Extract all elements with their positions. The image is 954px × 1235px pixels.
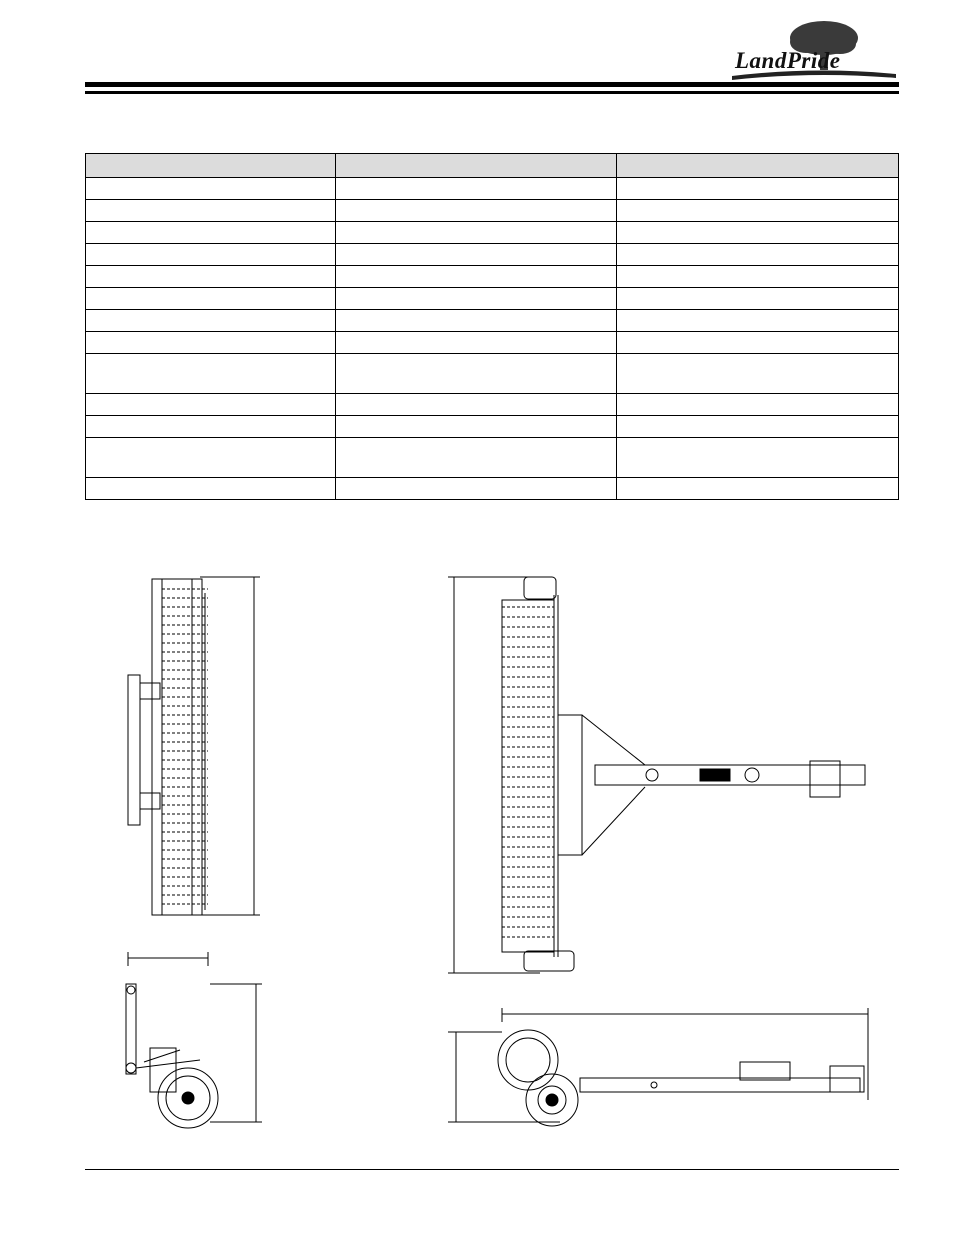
spec-table-cell [617, 416, 899, 438]
spec-table-cell [335, 354, 617, 394]
spec-table-cell [335, 310, 617, 332]
spec-table-cell [335, 266, 617, 288]
spec-table-cell [617, 200, 899, 222]
spec-header-cell [86, 154, 336, 178]
drawing-top-view-folded [110, 565, 280, 925]
spec-table-cell [335, 200, 617, 222]
spec-table-cell [335, 178, 617, 200]
spec-table-cell [335, 288, 617, 310]
spec-table-cell [335, 222, 617, 244]
spec-table-body [86, 178, 899, 500]
header-rule-thin [85, 91, 899, 94]
spec-table-row [86, 394, 899, 416]
spec-table-cell [617, 266, 899, 288]
spec-table-cell [617, 310, 899, 332]
spec-table-cell [335, 332, 617, 354]
spec-table-row [86, 416, 899, 438]
spec-table-cell [86, 288, 336, 310]
spec-table-row [86, 244, 899, 266]
spec-table-cell [617, 244, 899, 266]
spec-header-cell [617, 154, 899, 178]
spec-table-cell [86, 310, 336, 332]
line-drawing [440, 565, 880, 980]
spec-table-cell [617, 354, 899, 394]
spec-table-row [86, 222, 899, 244]
spec-table-row [86, 178, 899, 200]
spec-header-cell [335, 154, 617, 178]
spec-table-cell [335, 416, 617, 438]
brand-name: LandPride [735, 48, 841, 73]
spec-table [85, 153, 899, 500]
spec-table-cell [86, 354, 336, 394]
spec-table-cell [86, 266, 336, 288]
spec-table-cell [86, 332, 336, 354]
spec-table-cell [86, 178, 336, 200]
spec-table-row [86, 354, 899, 394]
spec-table-row [86, 266, 899, 288]
footer-rule [85, 1169, 899, 1170]
spec-table-cell [86, 222, 336, 244]
spec-table-cell [617, 178, 899, 200]
drawing-top-view-transport [440, 565, 880, 980]
spec-table-cell [335, 244, 617, 266]
spec-table-row [86, 310, 899, 332]
line-drawing [110, 950, 280, 1130]
spec-table-cell [86, 200, 336, 222]
spec-table-cell [617, 288, 899, 310]
spec-table-row [86, 200, 899, 222]
spec-table-cell [86, 244, 336, 266]
drawing-side-view-transport [440, 1000, 880, 1135]
spec-table-cell [86, 416, 336, 438]
spec-table-cell [335, 438, 617, 478]
spec-table-cell [86, 394, 336, 416]
spec-table-row [86, 478, 899, 500]
spec-table-cell [617, 394, 899, 416]
spec-table-row [86, 332, 899, 354]
drawing-side-view-folded [110, 950, 280, 1130]
spec-table-cell [86, 438, 336, 478]
spec-table-cell [617, 332, 899, 354]
spec-table-header-row [86, 154, 899, 178]
spec-table-row [86, 288, 899, 310]
spec-table-cell [617, 438, 899, 478]
line-drawing [110, 565, 280, 925]
header-rule-thick [85, 82, 899, 87]
spec-table-cell [86, 478, 336, 500]
spec-table-cell [617, 478, 899, 500]
spec-table-cell [335, 394, 617, 416]
spec-table-cell [335, 478, 617, 500]
spec-table-row [86, 438, 899, 478]
spec-table-cell [617, 222, 899, 244]
line-drawing [440, 1000, 880, 1135]
